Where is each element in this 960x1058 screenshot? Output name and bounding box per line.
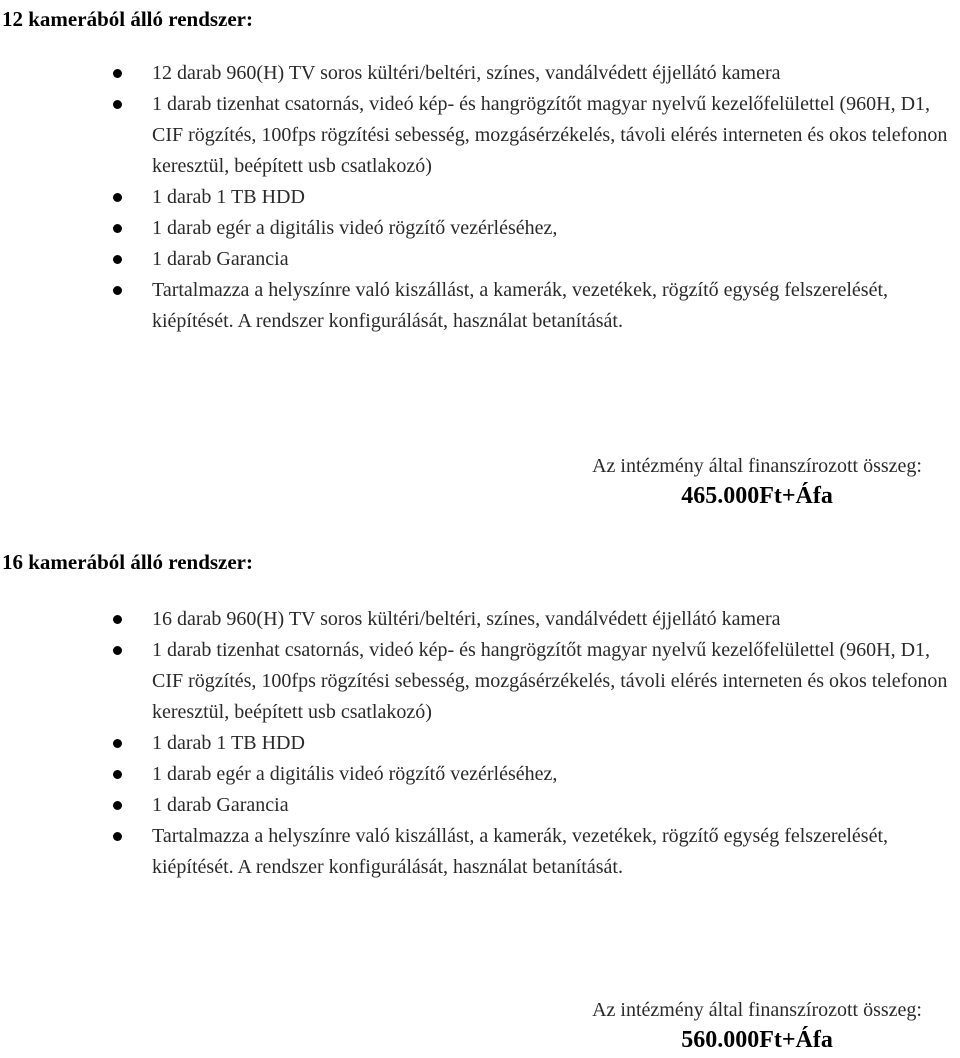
feature-list-16-cameras [152, 604, 960, 883]
list-item-text: 1 darab tizenhat csatornás, videó kép- és hangrögzítőt magyar nyelvű kezelőfelülettel (960H, D1, CIF rögzítés, 100fps rögzítési sebesség, mozgásérzékelés, távoli elérés interneten és okos telefonon keresztül, beépített usb csatlakozó) [152, 639, 948, 723]
price-label: Az intézmény által finanszírozott összeg: [592, 455, 922, 477]
bullet-icon [113, 255, 122, 264]
bullet-icon [113, 224, 122, 233]
list-item [152, 89, 960, 182]
bullet-icon [113, 832, 122, 841]
bullet-icon [113, 801, 122, 810]
list-item [152, 604, 960, 635]
feature-list-12-cameras [152, 58, 960, 337]
bullet-icon [113, 100, 122, 109]
list-item [152, 58, 960, 89]
list-item [152, 728, 960, 759]
bullet-icon [113, 739, 122, 748]
bullet-icon [113, 286, 122, 295]
list-item-text: 1 darab tizenhat csatornás, videó kép- és hangrögzítőt magyar nyelvű kezelőfelülettel (960H, D1, CIF rögzítés, 100fps rögzítési sebesség, mozgásérzékelés, távoli elérés interneten és okos telefonon keresztül, beépített usb csatlakozó) [152, 93, 948, 177]
list-item-text: 1 darab egér a digitális videó rögzítő vezérléséhez, [152, 217, 558, 239]
list-item-text: 16 darab 960(H) TV soros kültéri/beltéri, színes, vandálvédett éjjellátó kamera [152, 608, 781, 630]
list-item-text: 1 darab 1 TB HDD [152, 732, 305, 754]
list-item-text: 1 darab egér a digitális videó rögzítő vezérléséhez, [152, 763, 558, 785]
price-value: 465.000Ft+Áfa [681, 483, 833, 509]
list-item [152, 821, 960, 883]
bullet-icon [113, 193, 122, 202]
list-item-text: Tartalmazza a helyszínre való kiszállást, a kamerák, vezetékek, rögzítő egység felszerelését, kiépítését. A rendszer konfigurálását, használat betanítását. [152, 825, 889, 878]
list-item-text: 12 darab 960(H) TV soros kültéri/beltéri, színes, vandálvédett éjjellátó kamera [152, 62, 781, 84]
price-block-16-cameras [592, 997, 922, 1055]
list-item-text: Tartalmazza a helyszínre való kiszállást, a kamerák, vezetékek, rögzítő egység felszerelését, kiépítését. A rendszer konfigurálását, használat betanítását. [152, 279, 889, 332]
list-item [152, 213, 960, 244]
price-value: 560.000Ft+Áfa [681, 1027, 833, 1053]
list-item [152, 275, 960, 337]
list-item [152, 182, 960, 213]
bullet-icon [113, 770, 122, 779]
list-item-text: 1 darab Garancia [152, 794, 289, 816]
price-label: Az intézmény által finanszírozott összeg: [592, 999, 922, 1021]
bullet-icon [113, 615, 122, 624]
list-item [152, 759, 960, 790]
section-title-12-cameras: 12 kamerából álló rendszer: [2, 7, 253, 31]
section-title-16-cameras: 16 kamerából álló rendszer: [2, 550, 253, 574]
bullet-icon [113, 69, 122, 78]
list-item [152, 244, 960, 275]
list-item [152, 635, 960, 728]
bullet-icon [113, 646, 122, 655]
price-block-12-cameras [592, 453, 922, 511]
list-item-text: 1 darab 1 TB HDD [152, 186, 305, 208]
list-item-text: 1 darab Garancia [152, 248, 289, 270]
list-item [152, 790, 960, 821]
